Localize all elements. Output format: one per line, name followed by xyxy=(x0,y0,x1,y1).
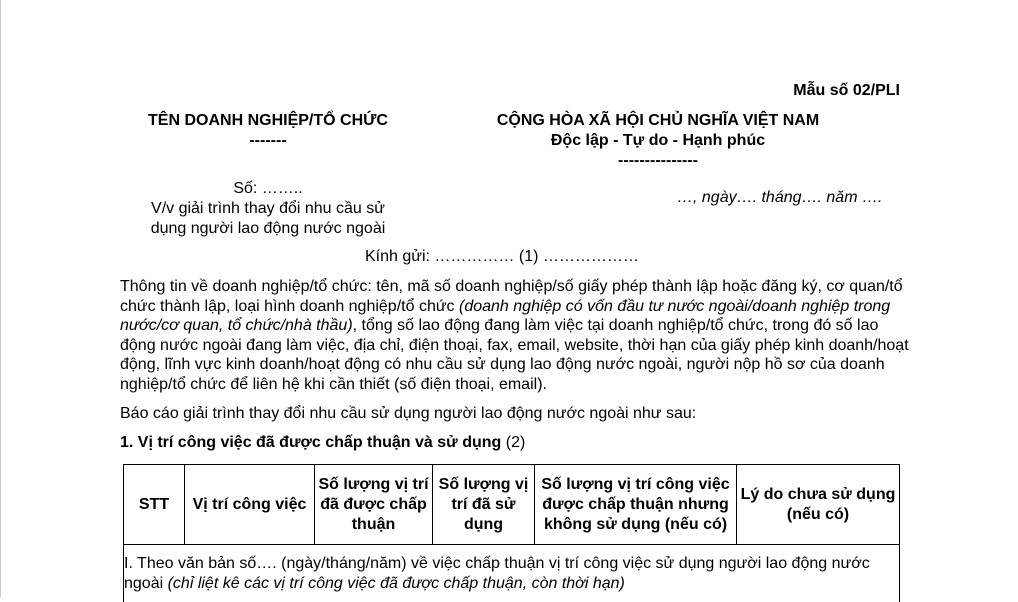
section-row-text: I. Theo văn bản số…. (ngày/tháng/năm) về việc chấp thuận vị trí công việc sử dụng người lao động nước ngoài xyxy=(124,555,870,592)
col-header-position: Vị trí công việc xyxy=(185,465,315,545)
page-left-edge xyxy=(0,0,1,597)
intro-text-italic: (doanh nghiệp có vốn đầu tư nước ngoài/doanh nghiệp trong nước/cơ quan, tổ chức/nhà thầu) xyxy=(120,298,890,335)
right-header xyxy=(440,111,876,171)
col-header-unused-count: Số lượng vị trí công việc được chấp thuận nhưng không sử dụng (nếu có) xyxy=(535,465,737,545)
motto: Độc lập - Tự do - Hạnh phúc xyxy=(440,131,876,151)
reference-block xyxy=(120,179,416,239)
motto-divider: --------------- xyxy=(440,151,876,171)
section-row-cell xyxy=(124,545,900,602)
recipient-line: Kính gửi: …………… (1) ……………… xyxy=(365,248,639,266)
section-1-title-bold: 1. Vị trí công việc đã được chấp thuận và sử dụng xyxy=(120,434,501,451)
org-divider: ------- xyxy=(120,131,416,151)
intro-text-2: , tổng số lao động đang làm việc tại doanh nghiệp/tổ chức, trong đó số lao động nước ngoài đang làm việc, địa chỉ, điện thoại, fax, email, website, thời hạn của giấy phép kinh doanh/hoạt động, lĩnh vực kinh doanh/hoạt động có nhu cầu sử dụng lao động nước ngoài, người nộp hồ sơ của doanh nghiệp/tổ chức để liên hệ khi cần thiết (số điện thoại, email). xyxy=(120,317,909,393)
org-name: TÊN DOANH NGHIỆP/TỔ CHỨC xyxy=(120,111,416,131)
table-header-row xyxy=(124,465,900,545)
section-1-title xyxy=(120,434,525,452)
table-section-row xyxy=(124,545,900,602)
intro-text-1: Thông tin về doanh nghiệp/tổ chức: tên, mã số doanh nghiệp/số giấy phép thành lập hoặc đăng ký, cơ quan/tổ chức thành lập, loại hình doanh nghiệp/tổ chức xyxy=(120,278,903,315)
intro-paragraph xyxy=(120,277,910,395)
col-header-approved-count: Số lượng vị trí đã được chấp thuận xyxy=(315,465,433,545)
col-header-stt: STT xyxy=(124,465,185,545)
date-line: …, ngày…. tháng…. năm …. xyxy=(677,189,882,207)
col-header-used-count: Số lượng vị trí đã sử dụng xyxy=(433,465,535,545)
subject-line-2: dụng người lao động nước ngoài xyxy=(120,219,416,239)
document-number: Số: …….. xyxy=(120,179,416,199)
section-row-italic: (chỉ liệt kê các vị trí công việc đã được chấp thuận, còn thời hạn) xyxy=(168,575,625,592)
left-header xyxy=(120,111,416,151)
form-number: Mẫu số 02/PLI xyxy=(793,82,900,100)
subject-line-1: V/v giải trình thay đổi nhu cầu sử xyxy=(120,199,416,219)
nation-title: CỘNG HÒA XÃ HỘI CHỦ NGHĨA VIỆT NAM xyxy=(440,111,876,131)
section-1-note: (2) xyxy=(501,434,525,451)
col-header-reason: Lý do chưa sử dụng (nếu có) xyxy=(737,465,900,545)
report-line: Báo cáo giải trình thay đổi nhu cầu sử dụng người lao động nước ngoài như sau: xyxy=(120,405,696,423)
positions-table xyxy=(123,464,900,602)
